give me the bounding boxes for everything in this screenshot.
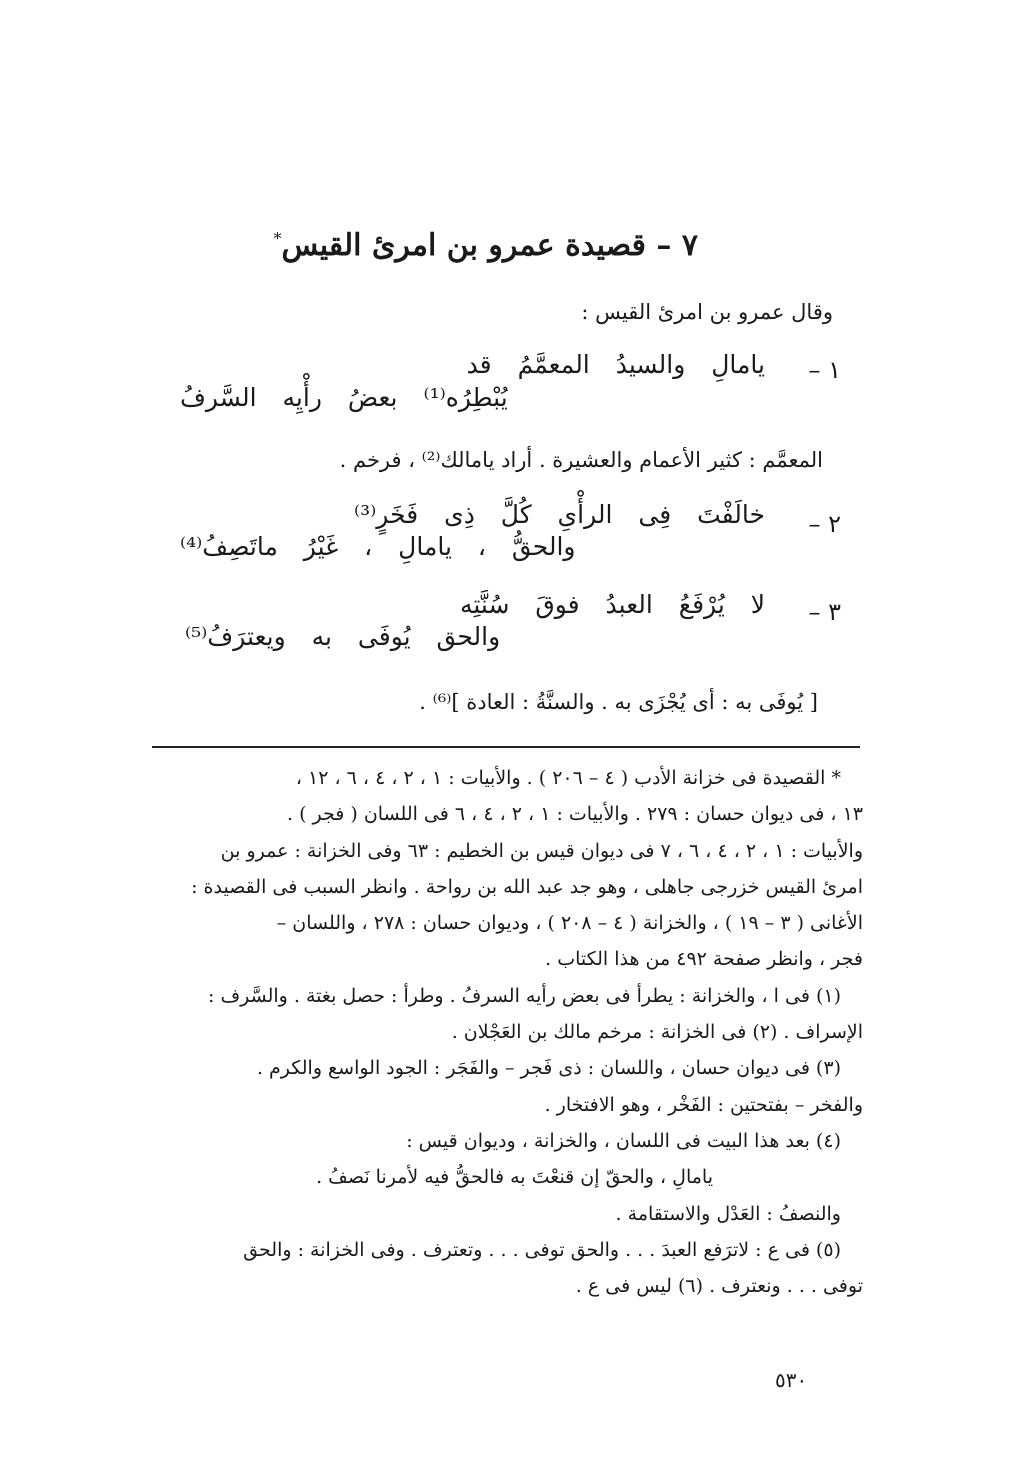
verse-first-hemistich: خالَفْتَ فِى الرأْىِ كُلَّ ذِى فَخَرٍ⁽³⁾ <box>353 500 765 529</box>
footnote-line: الإسراف . (٢) فى الخزانة : مرخم مالك بن العَجْلان . <box>451 1021 863 1044</box>
footnote-line: ١٣ ، فى ديوان حسان : ٢٧٩ . والأبيات : ١ ، ٢ ، ٤ ، ٦ فى اللسان ( فجر ) . <box>286 803 863 826</box>
verse-number: ٣ – <box>808 598 841 626</box>
verse-second-hemistich: والحق يُوفَى به ويعترَفُ⁽⁵⁾ <box>185 622 501 651</box>
footnote-line: * القصيدة فى خزانة الأدب ( ٤ – ٢٠٦ ) . والأبيات : ١ ، ٢ ، ٤ ، ٦ ، ١٢ ، <box>295 767 841 789</box>
footnote-line: (١) فى ا ، والخزانة : يطرأ فى بعض رأيه السرفُ . وطرأ : حصل بغتة . والسَّرف : <box>208 984 841 1007</box>
verse-first-hemistich: لا يُرْفَعُ العبدُ فوقَ سُنَّتِه <box>459 590 765 619</box>
poem-title-text: ٧ – قصيدة عمرو بن امرئ القيس <box>281 228 698 263</box>
poem-intro: وقال عمرو بن امرئ القيس : <box>581 300 833 324</box>
verse-second-hemistich: والحقُّ ، يامالِ ، غَيْرُ ماتَصِفُ⁽⁴⁾ <box>180 532 576 561</box>
footnote-line: والأبيات : ١ ، ٢ ، ٤ ، ٦ ، ٧ فى ديوان قيس بن الخطيم : ٦٣ وفى الخزانة : عمرو بن <box>220 839 863 862</box>
footnote-line: فجر ، وانظر صفحة ٤٩٢ من هذا الكتاب . <box>545 948 863 971</box>
footnote-quoted-verse: يامالِ ، والحقّ إن قنعْتَ به فالحقُّ فيه لأمرنا نَصفُ . <box>316 1166 713 1189</box>
verse-second-hemistich: يُبْطِرُه⁽¹⁾ بعضُ رأْيِه السَّرفُ <box>180 383 508 412</box>
footnote-line: والفخر – بفتحتين : الفَخْر ، وهو الافتخار . <box>544 1093 863 1116</box>
verse-number: ١ – <box>808 356 841 384</box>
footnotes <box>143 760 863 1304</box>
footnote-line: امرئ القيس خزرجى جاهلى ، وهو جد عبد الله بن رواحة . وانظر السبب فى القصيدة : <box>191 875 863 898</box>
footnote-line: (٤) بعد هذا البيت فى اللسان ، والخزانة ، وديوان قيس : <box>406 1129 841 1152</box>
footnote-separator <box>152 746 860 748</box>
footnote-line: والنصفُ : العَدْل والاستقامة . <box>615 1202 841 1225</box>
footnote-line: توفى . . . ونعترف . (٦) ليس فى ع . <box>575 1275 863 1298</box>
verse-number: ٢ – <box>808 510 841 538</box>
title-footnote-mark: * <box>273 229 282 248</box>
footnote-line: الأغانى ( ٣ – ١٩ ) ، والخزانة ( ٤ – ٢٠٨ ) ، وديوان حسان : ٢٧٨ ، واللسان – <box>276 912 863 935</box>
verse-gloss: المعمَّم : كثير الأعمام والعشيرة . أراد يامالك⁽²⁾ ، فرخم . <box>339 448 823 472</box>
footnote-line: (٥) فى ع : لاترَفع العبدَ . . . والحق توفى . . . وتعترف . وفى الخزانة : والحق <box>243 1238 841 1261</box>
verse-first-hemistich: يامالِ والسيدُ المعمَّمُ قد <box>466 350 765 379</box>
footnote-line: (٣) فى ديوان حسان ، واللسان : ذى فَجر – والفَجَر : الجود الواسع والكرم . <box>256 1057 841 1080</box>
page-number: ٥٣٠ <box>775 1368 808 1392</box>
poem-title <box>273 228 698 263</box>
verse-gloss: [ يُوفَى به : أى يُجْزَى به . والسنَّةُ : العادة ]⁽⁶⁾ . <box>419 690 818 714</box>
